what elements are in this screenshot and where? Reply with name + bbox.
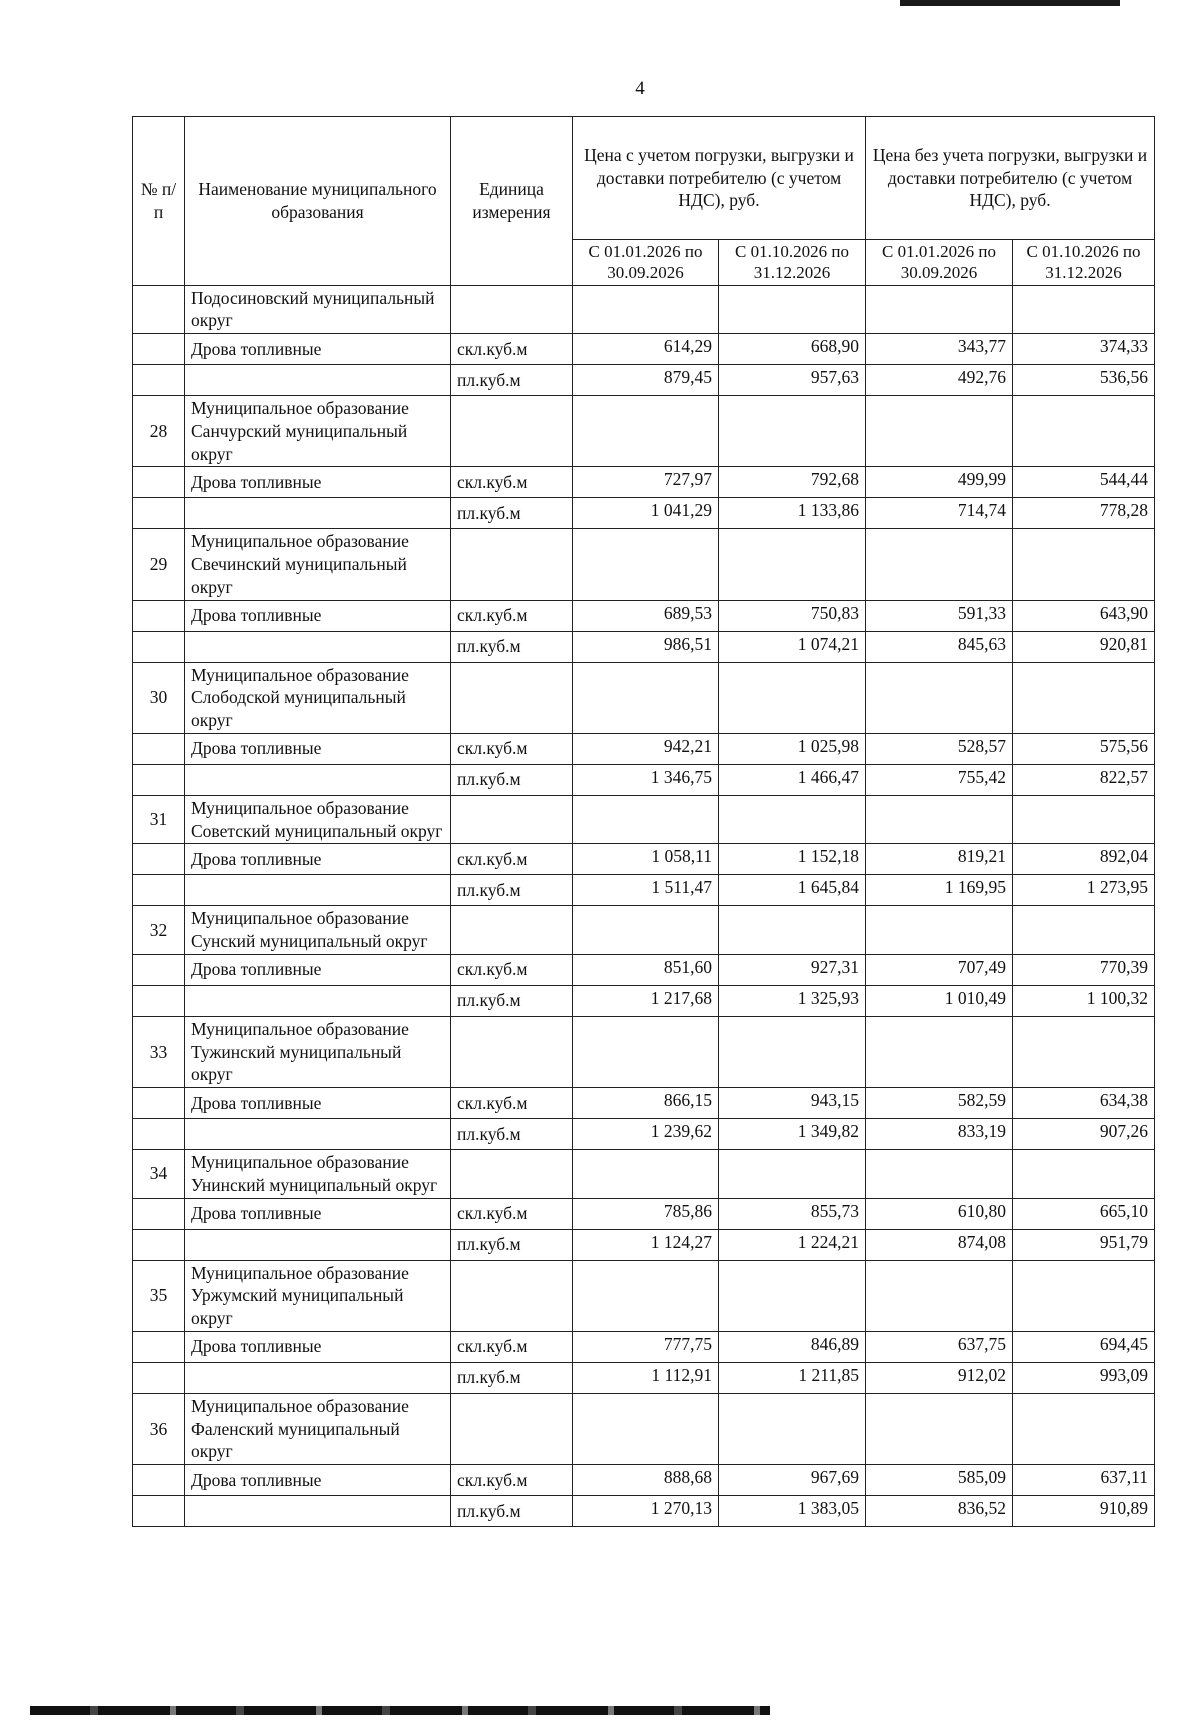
- unit-cell: пл.куб.м: [451, 498, 573, 529]
- empty-cell: [451, 1393, 573, 1464]
- price-cell: 492,76: [866, 365, 1013, 396]
- empty-cell: [573, 1016, 719, 1087]
- unit-cell: пл.куб.м: [451, 985, 573, 1016]
- table-row: [133, 1465, 1155, 1496]
- table-row: [133, 1088, 1155, 1119]
- price-cell: 1 010,49: [866, 985, 1013, 1016]
- row-number: [133, 285, 185, 334]
- price-cell: 770,39: [1013, 954, 1155, 985]
- municipality-row: [133, 795, 1155, 844]
- price-cell: 1 466,47: [719, 764, 866, 795]
- product-name: Дрова топливные: [185, 600, 451, 631]
- empty-cell: [866, 285, 1013, 334]
- price-cell: 1 112,91: [573, 1362, 719, 1393]
- empty-cell: [719, 1150, 866, 1199]
- price-cell: 855,73: [719, 1198, 866, 1229]
- row-number: 29: [133, 529, 185, 600]
- price-cell: 967,69: [719, 1465, 866, 1496]
- empty-cell: [133, 1331, 185, 1362]
- empty-cell: [451, 285, 573, 334]
- municipality-name: Муниципальное образование Тужинский муниципальный округ: [185, 1016, 451, 1087]
- empty-cell: [451, 662, 573, 733]
- header-unit: Единица измерения: [451, 117, 573, 286]
- unit-cell: скл.куб.м: [451, 844, 573, 875]
- table-row: [133, 875, 1155, 906]
- unit-cell: скл.куб.м: [451, 1088, 573, 1119]
- empty-cell: [573, 795, 719, 844]
- product-name: Дрова топливные: [185, 733, 451, 764]
- empty-cell: [866, 795, 1013, 844]
- header-price-with-delivery: Цена с учетом погрузки, выгрузки и доставки потребителю (с учетом НДС), руб.: [573, 117, 866, 240]
- table-row: [133, 365, 1155, 396]
- municipality-name: Муниципальное образование Уржумский муниципальный округ: [185, 1260, 451, 1331]
- empty-cell: [185, 1496, 451, 1527]
- municipality-name: Муниципальное образование Слободской муниципальный округ: [185, 662, 451, 733]
- unit-cell: пл.куб.м: [451, 631, 573, 662]
- unit-cell: пл.куб.м: [451, 875, 573, 906]
- price-cell: 689,53: [573, 600, 719, 631]
- price-cell: 993,09: [1013, 1362, 1155, 1393]
- empty-cell: [133, 1229, 185, 1260]
- row-number: 31: [133, 795, 185, 844]
- price-cell: 1 074,21: [719, 631, 866, 662]
- row-number: 34: [133, 1150, 185, 1199]
- municipality-name: Муниципальное образование Санчурский муниципальный округ: [185, 396, 451, 467]
- empty-cell: [133, 1496, 185, 1527]
- empty-cell: [1013, 795, 1155, 844]
- price-cell: 1 325,93: [719, 985, 866, 1016]
- price-cell: 851,60: [573, 954, 719, 985]
- unit-cell: скл.куб.м: [451, 1198, 573, 1229]
- price-cell: 1 152,18: [719, 844, 866, 875]
- price-table: [132, 116, 1155, 1527]
- product-name: Дрова топливные: [185, 467, 451, 498]
- price-cell: 986,51: [573, 631, 719, 662]
- scan-artifact-top: [900, 0, 1120, 6]
- table-row: [133, 954, 1155, 985]
- price-cell: 575,56: [1013, 733, 1155, 764]
- price-cell: 888,68: [573, 1465, 719, 1496]
- empty-cell: [133, 1465, 185, 1496]
- empty-cell: [573, 662, 719, 733]
- price-cell: 912,02: [866, 1362, 1013, 1393]
- price-cell: 879,45: [573, 365, 719, 396]
- empty-cell: [451, 1150, 573, 1199]
- price-cell: 1 217,68: [573, 985, 719, 1016]
- table-row: [133, 1496, 1155, 1527]
- empty-cell: [573, 1260, 719, 1331]
- unit-cell: пл.куб.м: [451, 764, 573, 795]
- price-cell: 833,19: [866, 1119, 1013, 1150]
- empty-cell: [133, 334, 185, 365]
- product-name: Дрова топливные: [185, 334, 451, 365]
- municipality-name: Муниципальное образование Свечинский муниципальный округ: [185, 529, 451, 600]
- page-number: 4: [635, 78, 645, 99]
- empty-cell: [1013, 285, 1155, 334]
- price-cell: 528,57: [866, 733, 1013, 764]
- empty-cell: [185, 1362, 451, 1393]
- unit-cell: пл.куб.м: [451, 1119, 573, 1150]
- empty-cell: [133, 1362, 185, 1393]
- table-row: [133, 1331, 1155, 1362]
- unit-cell: скл.куб.м: [451, 334, 573, 365]
- empty-cell: [133, 733, 185, 764]
- unit-cell: скл.куб.м: [451, 733, 573, 764]
- price-cell: 1 169,95: [866, 875, 1013, 906]
- empty-cell: [719, 662, 866, 733]
- header-period-2: С 01.10.2026 по 31.12.2026: [719, 240, 866, 286]
- empty-cell: [573, 285, 719, 334]
- empty-cell: [573, 1393, 719, 1464]
- empty-cell: [1013, 1150, 1155, 1199]
- empty-cell: [451, 795, 573, 844]
- empty-cell: [719, 795, 866, 844]
- unit-cell: скл.куб.м: [451, 600, 573, 631]
- empty-cell: [133, 985, 185, 1016]
- price-cell: 643,90: [1013, 600, 1155, 631]
- empty-cell: [133, 631, 185, 662]
- empty-cell: [185, 1229, 451, 1260]
- municipality-row: [133, 529, 1155, 600]
- product-name: Дрова топливные: [185, 1331, 451, 1362]
- price-cell: 610,80: [866, 1198, 1013, 1229]
- municipality-row: [133, 1016, 1155, 1087]
- municipality-name: Муниципальное образование Сунский муниципальный округ: [185, 906, 451, 955]
- table-row: [133, 844, 1155, 875]
- price-cell: 943,15: [719, 1088, 866, 1119]
- empty-cell: [185, 1119, 451, 1150]
- price-cell: 614,29: [573, 334, 719, 365]
- price-cell: 777,75: [573, 1331, 719, 1362]
- price-cell: 499,99: [866, 467, 1013, 498]
- price-cell: 694,45: [1013, 1331, 1155, 1362]
- empty-cell: [1013, 906, 1155, 955]
- table-row: [133, 1229, 1155, 1260]
- product-name: Дрова топливные: [185, 1198, 451, 1229]
- empty-cell: [866, 396, 1013, 467]
- header-period-1: С 01.01.2026 по 30.09.2026: [573, 240, 719, 286]
- price-cell: 755,42: [866, 764, 1013, 795]
- empty-cell: [719, 1016, 866, 1087]
- row-number: 30: [133, 662, 185, 733]
- unit-cell: скл.куб.м: [451, 467, 573, 498]
- row-number: 36: [133, 1393, 185, 1464]
- empty-cell: [573, 396, 719, 467]
- row-number: 33: [133, 1016, 185, 1087]
- empty-cell: [133, 764, 185, 795]
- unit-cell: пл.куб.м: [451, 1496, 573, 1527]
- price-cell: 750,83: [719, 600, 866, 631]
- product-name: Дрова топливные: [185, 844, 451, 875]
- price-cell: 1 058,11: [573, 844, 719, 875]
- price-cell: 927,31: [719, 954, 866, 985]
- empty-cell: [573, 1150, 719, 1199]
- price-cell: 1 100,32: [1013, 985, 1155, 1016]
- empty-cell: [1013, 529, 1155, 600]
- header-municipality-name: Наименование муниципального образования: [185, 117, 451, 286]
- product-name: Дрова топливные: [185, 1088, 451, 1119]
- price-cell: 920,81: [1013, 631, 1155, 662]
- price-cell: 1 349,82: [719, 1119, 866, 1150]
- municipality-row: [133, 1393, 1155, 1464]
- municipality-row: [133, 1260, 1155, 1331]
- price-cell: 374,33: [1013, 334, 1155, 365]
- table-row: [133, 498, 1155, 529]
- empty-cell: [133, 1198, 185, 1229]
- empty-cell: [185, 365, 451, 396]
- empty-cell: [866, 662, 1013, 733]
- price-cell: 1 041,29: [573, 498, 719, 529]
- municipality-name: Муниципальное образование Фаленский муниципальный округ: [185, 1393, 451, 1464]
- product-name: Дрова топливные: [185, 1465, 451, 1496]
- price-cell: 665,10: [1013, 1198, 1155, 1229]
- empty-cell: [185, 764, 451, 795]
- table-row: [133, 733, 1155, 764]
- price-cell: 343,77: [866, 334, 1013, 365]
- empty-cell: [185, 875, 451, 906]
- empty-cell: [866, 1393, 1013, 1464]
- price-cell: 1 224,21: [719, 1229, 866, 1260]
- table-row: [133, 985, 1155, 1016]
- empty-cell: [866, 529, 1013, 600]
- table-row: [133, 1362, 1155, 1393]
- unit-cell: пл.куб.м: [451, 365, 573, 396]
- price-cell: 1 346,75: [573, 764, 719, 795]
- price-cell: 778,28: [1013, 498, 1155, 529]
- price-cell: 819,21: [866, 844, 1013, 875]
- price-cell: 866,15: [573, 1088, 719, 1119]
- header-price-without-delivery: Цена без учета погрузки, выгрузки и доставки потребителю (с учетом НДС), руб.: [866, 117, 1155, 240]
- empty-cell: [451, 1260, 573, 1331]
- price-cell: 1 511,47: [573, 875, 719, 906]
- price-cell: 591,33: [866, 600, 1013, 631]
- empty-cell: [133, 600, 185, 631]
- table-row: [133, 1198, 1155, 1229]
- empty-cell: [719, 906, 866, 955]
- empty-cell: [1013, 662, 1155, 733]
- price-cell: 637,75: [866, 1331, 1013, 1362]
- price-cell: 637,11: [1013, 1465, 1155, 1496]
- empty-cell: [1013, 396, 1155, 467]
- price-cell: 1 273,95: [1013, 875, 1155, 906]
- empty-cell: [866, 1016, 1013, 1087]
- empty-cell: [866, 1150, 1013, 1199]
- price-cell: 582,59: [866, 1088, 1013, 1119]
- price-cell: 1 124,27: [573, 1229, 719, 1260]
- price-cell: 1 645,84: [719, 875, 866, 906]
- municipality-name: Подосиновский муниципальный округ: [185, 285, 451, 334]
- scan-artifact-bottom: [30, 1706, 770, 1715]
- municipality-row: [133, 1150, 1155, 1199]
- row-number: 32: [133, 906, 185, 955]
- empty-cell: [719, 1393, 866, 1464]
- empty-cell: [451, 906, 573, 955]
- empty-cell: [1013, 1260, 1155, 1331]
- price-cell: 785,86: [573, 1198, 719, 1229]
- table-row: [133, 631, 1155, 662]
- price-cell: 907,26: [1013, 1119, 1155, 1150]
- empty-cell: [133, 954, 185, 985]
- price-cell: 544,44: [1013, 467, 1155, 498]
- price-cell: 910,89: [1013, 1496, 1155, 1527]
- price-cell: 836,52: [866, 1496, 1013, 1527]
- price-cell: 1 270,13: [573, 1496, 719, 1527]
- empty-cell: [719, 285, 866, 334]
- unit-cell: пл.куб.м: [451, 1229, 573, 1260]
- price-cell: 792,68: [719, 467, 866, 498]
- table-row: [133, 600, 1155, 631]
- municipality-row: [133, 662, 1155, 733]
- empty-cell: [133, 1088, 185, 1119]
- empty-cell: [719, 1260, 866, 1331]
- empty-cell: [185, 631, 451, 662]
- price-cell: 1 239,62: [573, 1119, 719, 1150]
- municipality-row: [133, 396, 1155, 467]
- price-cell: 1 383,05: [719, 1496, 866, 1527]
- price-cell: 942,21: [573, 733, 719, 764]
- price-cell: 714,74: [866, 498, 1013, 529]
- empty-cell: [1013, 1393, 1155, 1464]
- unit-cell: скл.куб.м: [451, 954, 573, 985]
- empty-cell: [133, 875, 185, 906]
- header-period-4: С 01.10.2026 по 31.12.2026: [1013, 240, 1155, 286]
- unit-cell: скл.куб.м: [451, 1331, 573, 1362]
- price-cell: 707,49: [866, 954, 1013, 985]
- empty-cell: [133, 365, 185, 396]
- price-cell: 536,56: [1013, 365, 1155, 396]
- empty-cell: [451, 1016, 573, 1087]
- empty-cell: [1013, 1016, 1155, 1087]
- price-cell: 845,63: [866, 631, 1013, 662]
- municipality-row: [133, 906, 1155, 955]
- empty-cell: [133, 1119, 185, 1150]
- table-row: [133, 334, 1155, 365]
- header-period-3: С 01.01.2026 по 30.09.2026: [866, 240, 1013, 286]
- price-cell: 1 133,86: [719, 498, 866, 529]
- empty-cell: [866, 1260, 1013, 1331]
- empty-cell: [719, 529, 866, 600]
- empty-cell: [451, 396, 573, 467]
- empty-cell: [185, 498, 451, 529]
- price-cell: 727,97: [573, 467, 719, 498]
- price-cell: 874,08: [866, 1229, 1013, 1260]
- municipality-name: Муниципальное образование Унинский муниципальный округ: [185, 1150, 451, 1199]
- price-cell: 585,09: [866, 1465, 1013, 1496]
- empty-cell: [573, 529, 719, 600]
- product-name: Дрова топливные: [185, 954, 451, 985]
- empty-cell: [133, 498, 185, 529]
- price-cell: 1 211,85: [719, 1362, 866, 1393]
- unit-cell: пл.куб.м: [451, 1362, 573, 1393]
- price-cell: 634,38: [1013, 1088, 1155, 1119]
- empty-cell: [451, 529, 573, 600]
- price-cell: 951,79: [1013, 1229, 1155, 1260]
- price-cell: 892,04: [1013, 844, 1155, 875]
- table-row: [133, 764, 1155, 795]
- table-row: [133, 1119, 1155, 1150]
- empty-cell: [133, 844, 185, 875]
- price-cell: 846,89: [719, 1331, 866, 1362]
- table-body: [133, 285, 1155, 1527]
- empty-cell: [573, 906, 719, 955]
- row-number: 28: [133, 396, 185, 467]
- table-row: [133, 467, 1155, 498]
- header-number: № п/п: [133, 117, 185, 286]
- empty-cell: [185, 985, 451, 1016]
- empty-cell: [866, 906, 1013, 955]
- empty-cell: [719, 396, 866, 467]
- price-cell: 957,63: [719, 365, 866, 396]
- row-number: 35: [133, 1260, 185, 1331]
- municipality-row: [133, 285, 1155, 334]
- price-cell: 668,90: [719, 334, 866, 365]
- price-cell: 1 025,98: [719, 733, 866, 764]
- unit-cell: скл.куб.м: [451, 1465, 573, 1496]
- municipality-name: Муниципальное образование Советский муниципальный округ: [185, 795, 451, 844]
- empty-cell: [133, 467, 185, 498]
- price-cell: 822,57: [1013, 764, 1155, 795]
